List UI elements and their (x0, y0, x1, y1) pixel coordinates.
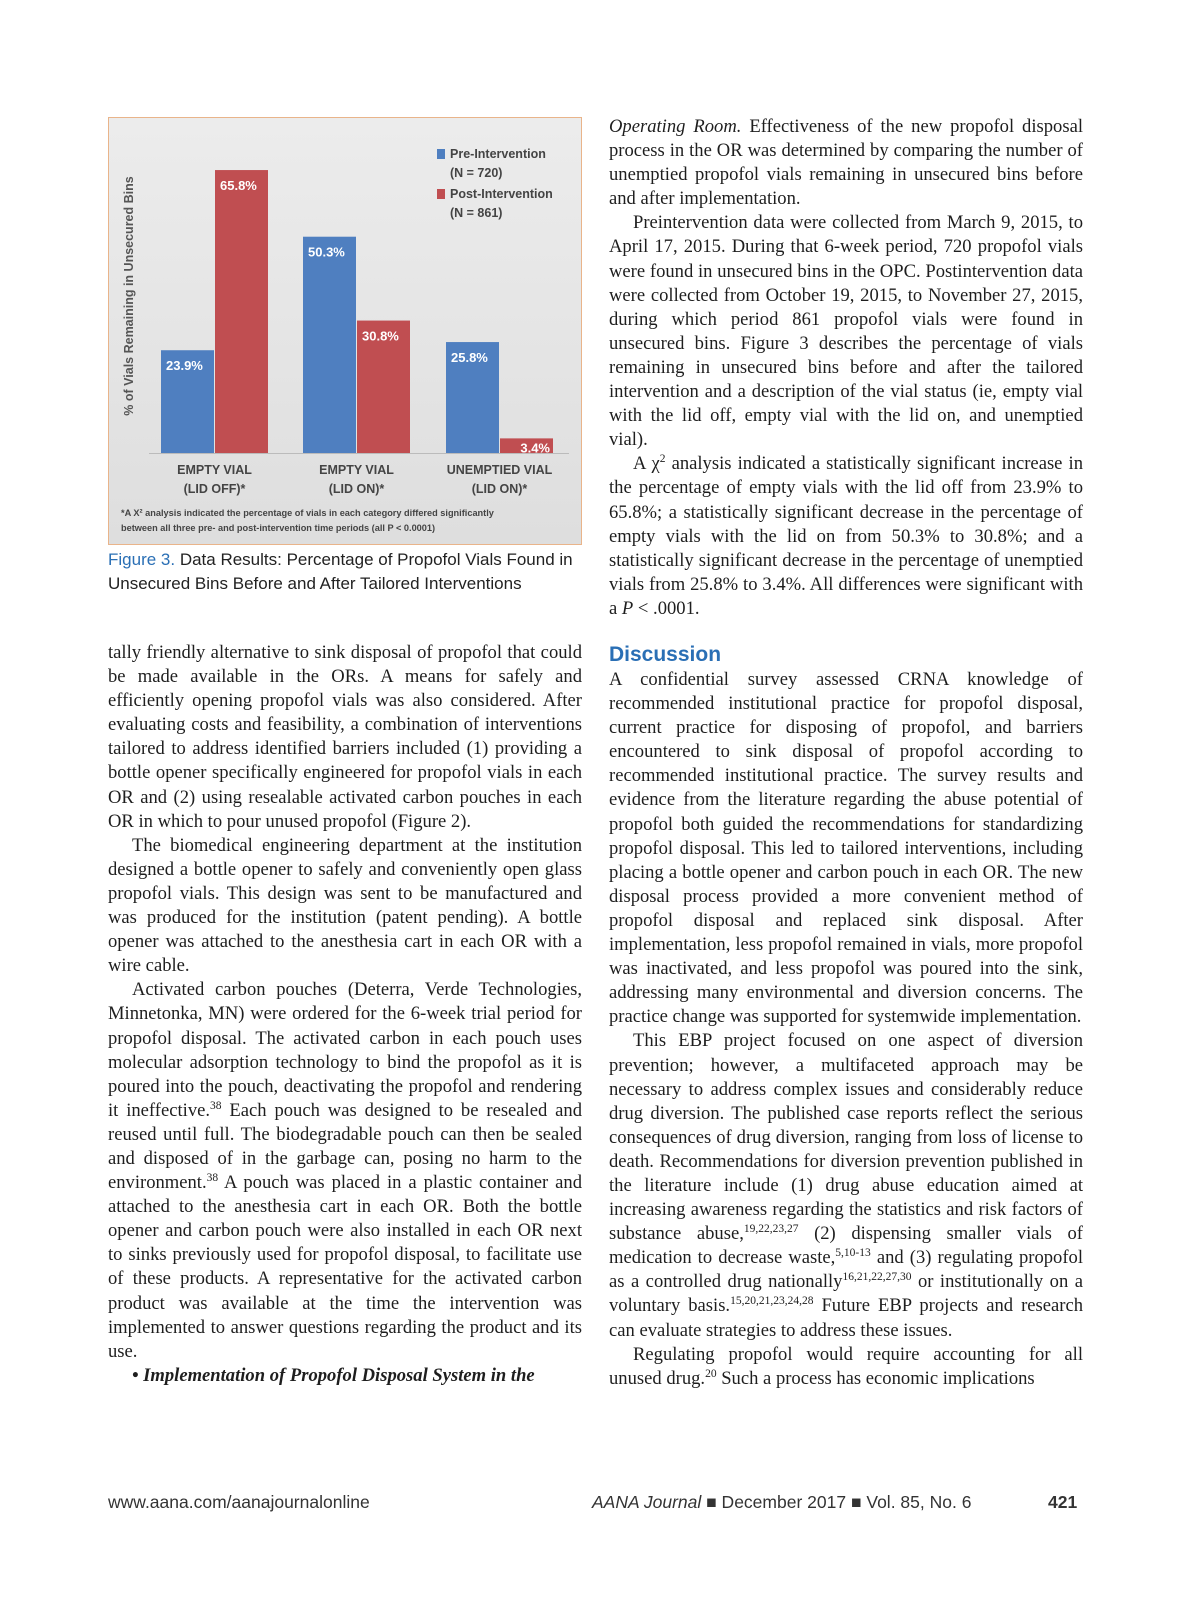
paragraph-text: Effectiveness of the new propofol disposal process in the OR was determined by comparing the number of unemptied propofol vials remaining in unsecured bins before and after implementation. (609, 116, 1083, 210)
paragraph (609, 1343, 1083, 1391)
legend-series-name: Pre-Intervention (450, 147, 546, 161)
text-run: or institutionally on a voluntary basis. (609, 1271, 1083, 1317)
citation-superscript: 38 (206, 1172, 219, 1185)
issue-info: ■ December 2017 ■ Vol. 85, No. 6 (701, 1492, 972, 1512)
bar-value-label: 25.8% (451, 350, 488, 366)
text-run: A pouch was placed in a plastic container and attached to the anesthesia cart in each OR. Both the bottle opener and carbon pouch were also installed in each OR next to sinks previously used for propofol disposal, to facilitate use of these products. A representative for the activated carbon product was available at the time the intervention was implemented to answer questions regarding the product and its use. (108, 1172, 582, 1362)
bar-value-label: 23.9% (166, 358, 203, 374)
chart-legend (437, 147, 553, 220)
x-tick-label: UNEMPTIED VIAL (446, 463, 553, 477)
right-column-discussion (609, 642, 1083, 1391)
legend-swatch (437, 149, 445, 159)
paragraph (609, 115, 1083, 211)
legend-series-n: (N = 720) (450, 166, 503, 180)
x-tick-label: (LID OFF)* (183, 482, 246, 496)
left-column-body (108, 641, 582, 1388)
right-column-results (609, 115, 1083, 621)
paragraph (609, 1029, 1083, 1342)
paragraph: tally friendly alternative to sink disposal of propofol that could be made available in the ORs. A means for safely and efficiently opening propofol vials was also considered. After evaluating costs and feasibility, a combination of interventions tailored to address identified barriers included (1) providing a bottle opener specifically engineered for propofol vials in each OR and (2) using resealable activated carbon pouches in each OR in which to pour unused propofol (Figure 2). (108, 642, 582, 832)
bar-value-label: 50.3% (308, 244, 345, 260)
bar-post-0 (215, 170, 268, 453)
chart-footnote-line-1: *A X² analysis indicated the percentage of vials in each category differed significantly (121, 508, 494, 518)
text-run: (2) dispensing smaller vials of medication to decrease waste, (609, 1223, 1083, 1269)
text-run: Future EBP projects and research can evaluate strategies to address these issues. (609, 1295, 1083, 1341)
section-subheading: • Implementation of Propofol Disposal System in the (132, 1364, 535, 1386)
paragraph: Preintervention data were collected from March 9, 2015, to April 17, 2015. During that 6-week period, 720 propofol vials were found in unsecured bins in the OPC. Postintervention data were collected from October 19, 2015, to November 27, 2015, during which period 861 propofol vials were found in unsecured bins. Figure 3 describes the percentage of vials remaining in unsecured bins before and after the tailored intervention and a description of the vial status (ie, empty vial with the lid off, empty vial with the lid on, and unemptied vial). (609, 212, 1083, 451)
run-in-heading: Operating Room. (609, 116, 742, 137)
x-tick-label: EMPTY VIAL (319, 463, 394, 477)
figure-caption (108, 548, 582, 595)
paragraph: A confidential survey assessed CRNA knowledge of recommended institutional practice for propofol disposal, current practice for disposing of propofol, and barriers encountered to sink disposal of propofol according to recommended institutional practice. The survey results and evidence from the literature regarding the abuse potential of propofol both guided the recommendations for standardizing propofol disposal. This led to tailored interventions, including placing a bottle opener and carbon pouch in each OR. The new disposal process provided a more convenient method of propofol disposal and replaced sink disposal. After implementation, less propofol remained in vials, more propofol was inactivated, and less propofol was poured into the sink, addressing many environmental and diversion concerns. The practice change was supported for systemwide implementation. (609, 669, 1083, 1028)
legend-series-name: Post-Intervention (450, 187, 553, 201)
figure-caption-label: Figure 3. (108, 550, 176, 569)
legend-series-n: (N = 861) (450, 206, 503, 220)
x-tick-label: EMPTY VIAL (177, 463, 252, 477)
footer-url[interactable]: www.aana.com/aanajournalonline (108, 1492, 370, 1512)
superscript: 2 (659, 453, 666, 466)
bar-chart (109, 118, 580, 543)
bar-pre-1 (303, 237, 356, 453)
citation-superscript: 19,22,23,27 (743, 1223, 799, 1236)
chart-y-axis-label: % of Vials Remaining in Unsecured Bins (122, 176, 136, 416)
text-run: This EBP project focused on one aspect of diversion prevention; however, a multifaceted approach may be necessary to address complex issues and considerably reduce drug diversion. The published case reports reflect the serious consequences of drug diversion, ranging from loss of license to death. Recommendations for diversion prevention published in the literature include (1) drug abuse education aimed at increasing awareness regarding the statistics and risk factors of substance abuse, (609, 1030, 1083, 1245)
paragraph (108, 978, 582, 1364)
bar-value-label: 65.8% (220, 178, 257, 194)
chart-footnote-line-2: between all three pre- and post-intervention time periods (all P < 0.0001) (121, 523, 436, 533)
text-run: A χ (633, 453, 660, 475)
figure-caption-text: Data Results: Percentage of Propofol Vials Found in Unsecured Bins Before and After Tailored Interventions (108, 550, 573, 593)
text-run: Activated carbon pouches (Deterra, Verde Technologies, Minnetonka, MN) were ordered for the 6-week trial period for propofol disposal. The activated carbon in each pouch uses molecular adsorption technology to bind the propofol as it is poured into the pouch, deactivating the propofol and rendering it ineffective. (108, 979, 582, 1121)
figure-3-chart (108, 117, 582, 545)
text-run: P (621, 597, 634, 619)
bar-value-label: 30.8% (362, 328, 399, 344)
legend-swatch (437, 189, 445, 199)
text-run: Regulating propofol would require accounting for all unused drug. (609, 1343, 1083, 1389)
paragraph: The biomedical engineering department at the institution designed a bottle opener to safely and conveniently open glass propofol vials. This design was sent to be manufactured and was produced for the institution (patent pending). A bottle opener was attached to the anesthesia cart in each OR with a wire cable. (108, 834, 582, 977)
x-tick-label: (LID ON)* (471, 482, 528, 496)
footer-journal-info (592, 1492, 971, 1513)
text-run: < .0001. (633, 597, 700, 619)
page-number: 421 (1048, 1492, 1078, 1512)
bar-value-label: 3.4% (520, 440, 550, 456)
x-tick-label: (LID ON)* (328, 482, 385, 496)
journal-name: AANA Journal (592, 1492, 702, 1512)
text-run: analysis indicated a statistically significant increase in the percentage of empty vials with the lid off from 23.9% to 65.8%; a statistically significant decrease in the percentage of empty vials with the lid on from 50.3% to 30.8%; and a statistically significant decrease in the percentage of unemptied vials from 25.8% to 3.4%. All differences were significant with a (609, 453, 1083, 619)
section-heading-discussion: Discussion (609, 643, 722, 666)
citation-superscript: 20 (705, 1367, 717, 1380)
citation-superscript: 38 (210, 1099, 222, 1112)
text-run: Each pouch was designed to be resealed and reused until full. The biodegradable pouch can then be sealed and disposed of in the garbage can, posing no harm to the environment. (108, 1099, 583, 1194)
citation-superscript: 5,10-13 (835, 1247, 871, 1260)
citation-superscript: 15,20,21,23,24,28 (730, 1295, 814, 1308)
text-run: Such a process has economic implications (716, 1367, 1035, 1389)
paragraph (609, 452, 1083, 621)
text-run: and (3) regulating propofol as a controlled drug nationally (609, 1247, 1083, 1293)
citation-superscript: 16,21,22,27,30 (842, 1271, 912, 1284)
